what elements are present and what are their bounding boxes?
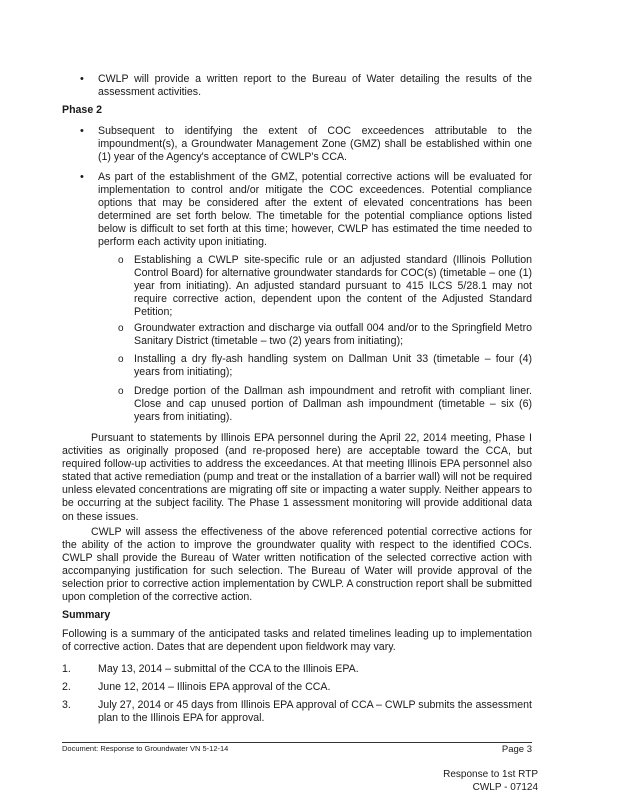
compliance-option-text: Establishing a CWLP site-specific rule or an adjusted standard (Illinois Pollution Control Board) for alternative groundwater standards for COC(s) (timetable – one (1) year from initiating). An adjusted standard pursuant to 415 ILCS 5/28.1 may not require corrective action, dependent upon the content of the Adjusted Standard Petition; (134, 254, 532, 319)
timeline-number: 2. (62, 681, 71, 693)
bullet-dot: • (80, 125, 84, 137)
compliance-option-text: Installing a dry fly-ash handling system on Dallman Unit 33 (timetable – four (4) years from initiating); (134, 353, 532, 379)
paragraph-pursuant: Pursuant to statements by Illinois EPA personnel during the April 22, 2014 meeting, Phase I activities as originally proposed (and re-proposed here) are acceptable toward the CCA, but required follow-up activities to address the exceedances. At that meeting Illinois EPA personnel also stated that active remediation (pump and treat or the installation of a barrier wall) will not be required unless elevated concentrations are migrating off site or impacting a water supply. Neither appears to be occurring at the subject facility. The Phase 1 assessment monitoring will provide additional data on these issues. (62, 432, 532, 523)
circle-bullet-icon: o (118, 386, 124, 397)
timeline-item: June 12, 2014 – Illinois EPA approval of the CCA. (98, 681, 331, 693)
summary-heading: Summary (62, 609, 111, 621)
bullet-dot: • (80, 171, 84, 183)
footer-divider (62, 742, 532, 743)
timeline-number: 3. (62, 699, 71, 711)
compliance-option-text: Groundwater extraction and discharge via outfall 004 and/or to the Springfield Metro Sanitary District (timetable – two (2) years from initiating); (134, 322, 532, 348)
phase1-bullet-text: CWLP will provide a written report to the Bureau of Water detailing the results of the assessment activities. (98, 73, 532, 99)
footer-page-number: Page 3 (501, 744, 532, 755)
footer-document-name: Document: Response to Groundwater VN 5-12-14 (62, 744, 229, 753)
circle-bullet-icon: o (118, 255, 124, 266)
paragraph-assess: CWLP will assess the effectiveness of the above referenced potential corrective actions for the ability of the action to improve the groundwater quality with respect to the identified COCs. CWLP shall provide the Bureau of Water written notification of the selected corrective action with accompanying justification for such selection. The Bureau of Water will provide approval of the selection prior to corrective action implementation by CWLP. A construction report shall be submitted upon completion of the corrective action. (62, 526, 532, 604)
circle-bullet-icon: o (118, 323, 124, 334)
phase2-heading: Phase 2 (62, 104, 103, 116)
timeline-item: May 13, 2014 – submittal of the CCA to the Illinois EPA. (98, 663, 359, 675)
timeline-number: 1. (62, 663, 71, 675)
phase2-bullet-text: As part of the establishment of the GMZ, potential corrective actions will be evaluated for implementation to control and/or mitigate the COC exceedences. Potential compliance options that may be considered after the extent of elevated concentrations has been determined are set forth below. The timetable for the potential compliance options listed below is difficult to set forth at this time; however, CWLP has estimated the time needed to perform each activity upon initiating. (98, 171, 532, 249)
bates-stamp-line2: CWLP - 07124 (472, 782, 538, 793)
bates-stamp-line1: Response to 1st RTP (443, 769, 538, 780)
compliance-option-text: Dredge portion of the Dallman ash impoundment and retrofit with compliant liner. Close and cap unused portion of Dallman ash impoundment (timetable – six (6) years from initiating). (134, 385, 532, 424)
bullet-dot: • (80, 73, 84, 85)
timeline-item: July 27, 2014 or 45 days from Illinois EPA approval of CCA – CWLP submits the assessment plan to the Illinois EPA for approval. (98, 699, 532, 725)
summary-intro: Following is a summary of the anticipated tasks and related timelines leading up to implementation of corrective action. Dates that are dependent upon fieldwork may vary. (62, 628, 532, 654)
circle-bullet-icon: o (118, 354, 124, 365)
phase2-bullet-text: Subsequent to identifying the extent of COC exceedences attributable to the impoundment(s), a Groundwater Management Zone (GMZ) shall be established within one (1) year of the Agency's acceptance of CWLP's CCA. (98, 125, 532, 164)
